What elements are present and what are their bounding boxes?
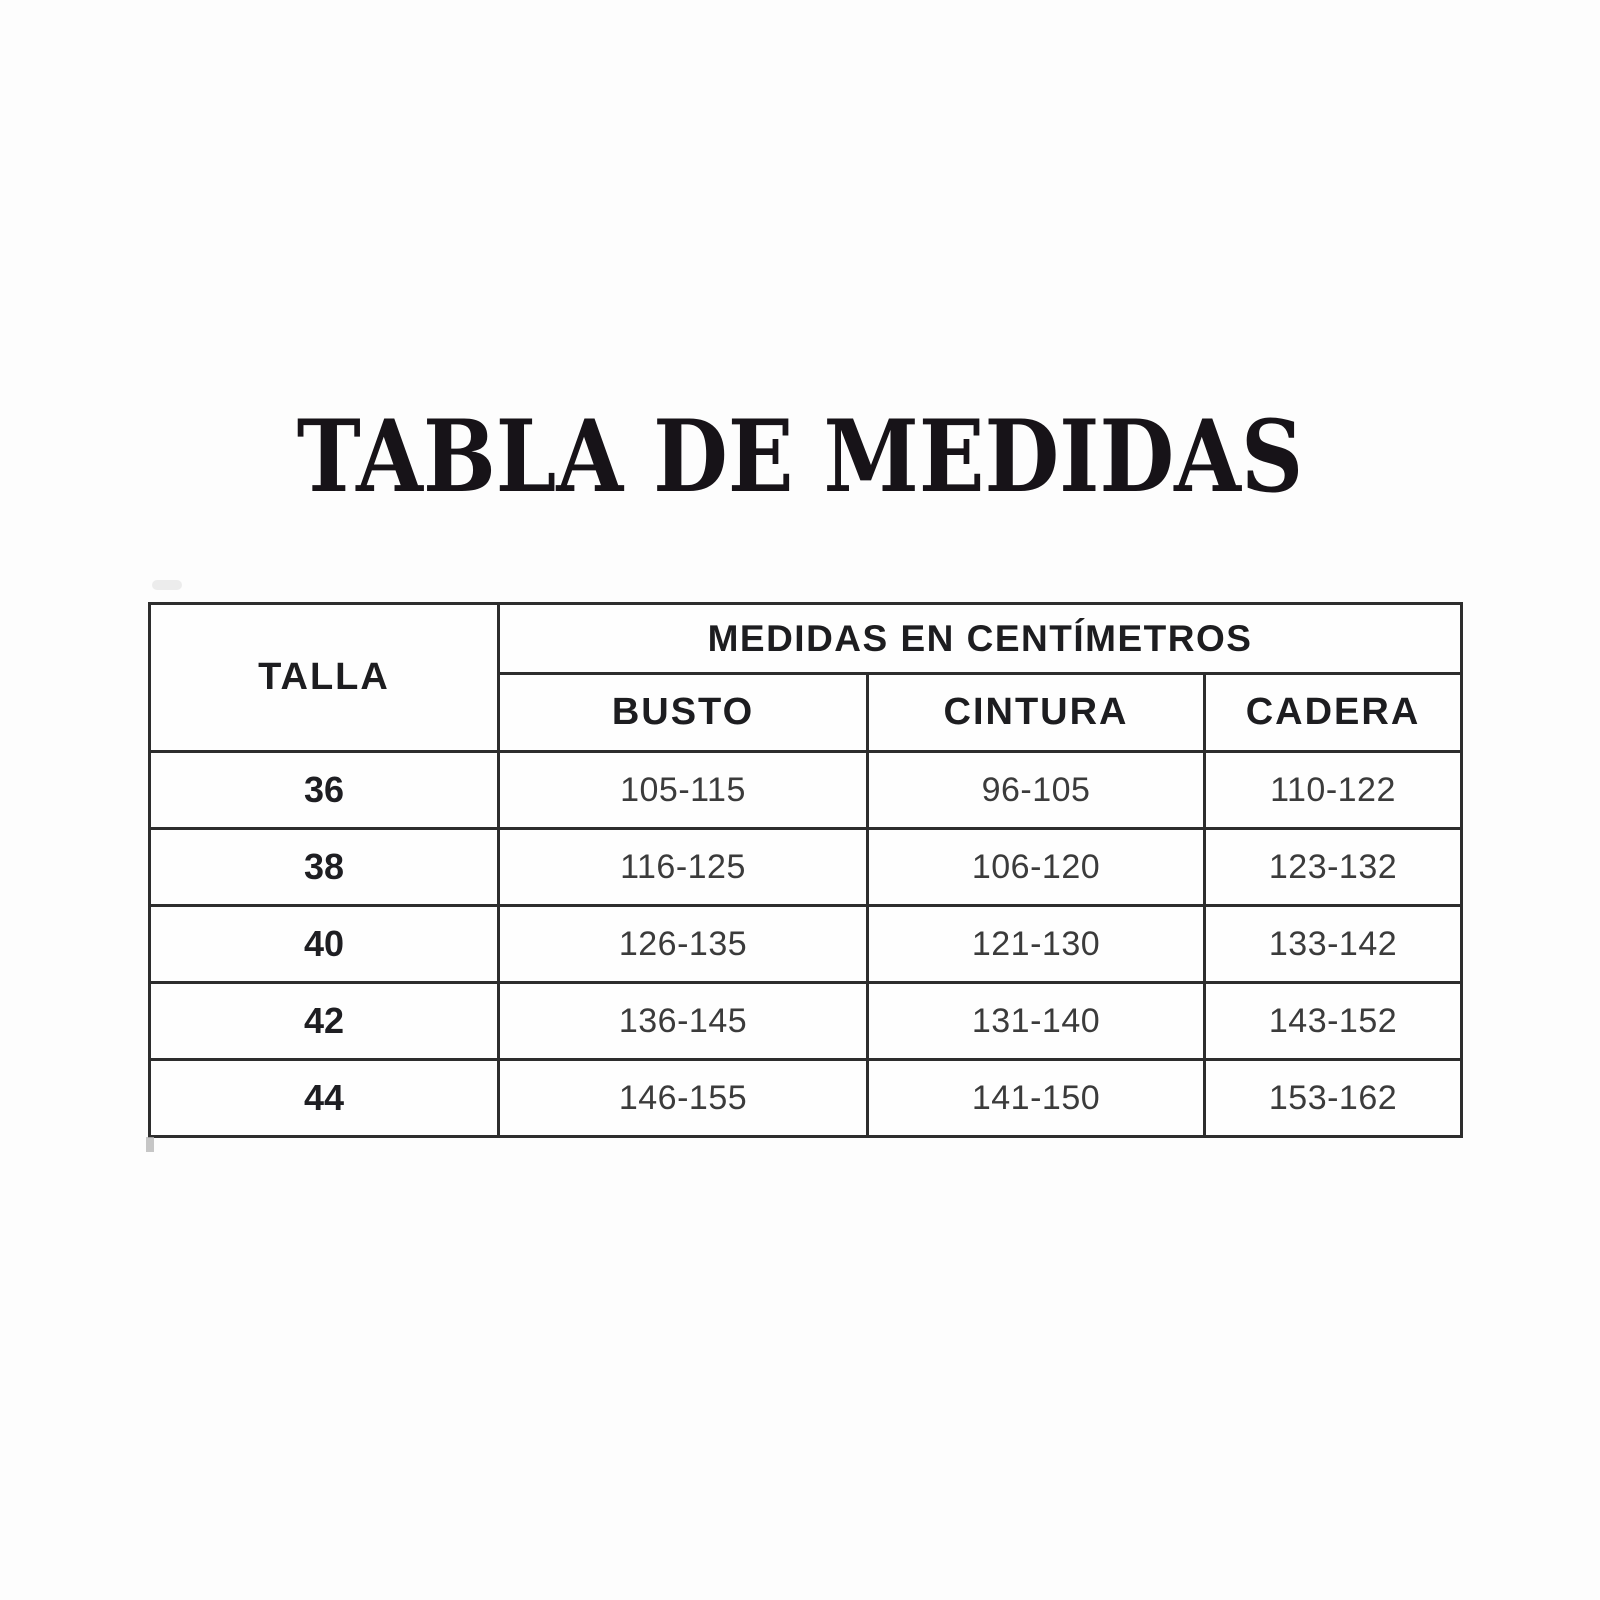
size-chart-table [148,602,1463,1138]
cintura-measurement: 121-130 [868,906,1205,983]
cadera-measurement: 123-132 [1205,829,1462,906]
cadera-measurement: 110-122 [1205,752,1462,829]
column-header-talla: TALLA [150,604,499,752]
table-row [150,829,1462,906]
size-value: 36 [150,752,499,829]
scan-artifact [146,1137,154,1152]
cadera-measurement: 133-142 [1205,906,1462,983]
header-group-row [150,604,1462,674]
table-row [150,752,1462,829]
cadera-measurement: 153-162 [1205,1060,1462,1137]
busto-measurement: 126-135 [499,906,868,983]
busto-measurement: 146-155 [499,1060,868,1137]
busto-measurement: 116-125 [499,829,868,906]
column-header-cadera: CADERA [1205,674,1462,752]
group-header-medidas: MEDIDAS EN CENTÍMETROS [499,604,1462,674]
cintura-measurement: 106-120 [868,829,1205,906]
scan-artifact [152,580,182,590]
table-row [150,983,1462,1060]
cintura-measurement: 96-105 [868,752,1205,829]
busto-measurement: 136-145 [499,983,868,1060]
size-value: 40 [150,906,499,983]
table-row [150,1060,1462,1137]
cintura-measurement: 141-150 [868,1060,1205,1137]
column-header-cintura: CINTURA [868,674,1205,752]
size-value: 38 [150,829,499,906]
size-value: 42 [150,983,499,1060]
cadera-measurement: 143-152 [1205,983,1462,1060]
busto-measurement: 105-115 [499,752,868,829]
cintura-measurement: 131-140 [868,983,1205,1060]
column-header-busto: BUSTO [499,674,868,752]
table-row [150,906,1462,983]
size-value: 44 [150,1060,499,1137]
page-title: TABLA DE MEDIDAS [296,399,1304,515]
